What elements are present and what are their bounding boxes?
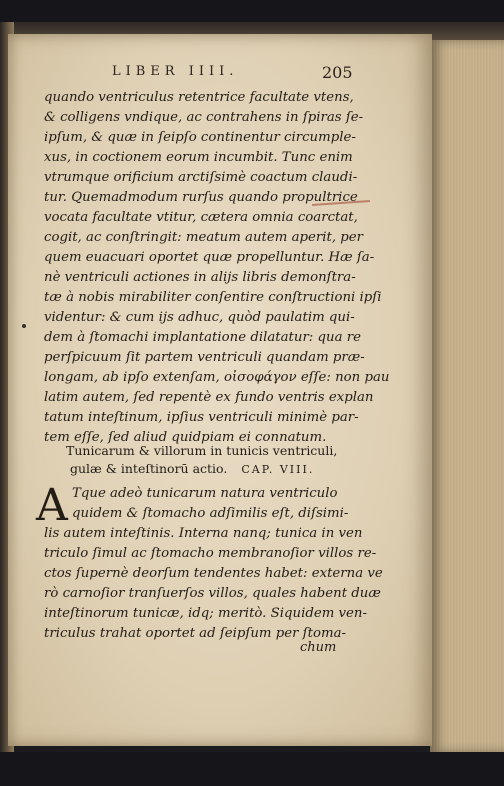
- chapter-text-block: [44, 484, 383, 644]
- text-line: ctos ſupernè deorſum tendentes habet: externa ve: [44, 566, 383, 581]
- text-line: triculo ſimul ac ſtomacho membranoſior villos re-: [44, 546, 377, 561]
- page-stack-fore-edge: [430, 40, 504, 752]
- page-number: 205: [322, 63, 353, 82]
- text-line: perſpicuum ſit partem ventriculi quandam præ-: [44, 350, 365, 365]
- dark-background-bottom: [0, 752, 504, 786]
- text-line: Tque adeò tunicarum natura ventriculo: [72, 486, 338, 501]
- chapter-heading: [66, 442, 356, 479]
- drop-cap-initial: A: [36, 480, 68, 531]
- text-line: quando ventriculus retentrice facultate vtens,: [44, 90, 354, 105]
- chapter-heading-line: Tunicarum & villorum in tunicis ventriculi,: [66, 443, 338, 458]
- dark-background-top: [0, 0, 504, 22]
- margin-dot: [22, 324, 26, 328]
- text-line: triculus trahat oportet ad ſeipſum per ſtoma-: [44, 626, 346, 641]
- text-line: latim autem, ſed repentè ex fundo ventris explan: [44, 390, 374, 405]
- text-line: vtrumque orificium arctiſsimè coactum claudi-: [44, 170, 358, 185]
- text-line: tem eſſe, ſed aliud quidpiam ei connatum.: [44, 430, 327, 445]
- text-line: longam, ab ipſo extenſam, οἰσοφάγον eſſe: non pau: [44, 370, 390, 385]
- text-line: cogit, ac conſtringit: meatum autem aperit, per: [44, 230, 364, 245]
- text-line: quem euacuari oportet quæ propelluntur. Hæ ſa-: [44, 250, 375, 265]
- text-line: lis autem inteſtinis. Interna nanq; tunica in ven: [44, 526, 363, 541]
- page-header: [0, 64, 432, 84]
- text-line: quidem & ſtomacho adſimilis eſt, diſsimi-: [72, 506, 349, 521]
- text-line: videntur: & cum ijs adhuc, quòd paulatim qui-: [44, 310, 355, 325]
- text-line: tatum inteſtinum, ipſius ventriculi minimè par-: [44, 410, 359, 425]
- text-line: xus, in coctionem eorum incumbit. Tunc enim: [44, 150, 353, 165]
- text-line: tæ à nobis mirabiliter conſentire conſtructioni ipſi: [44, 290, 382, 305]
- chapter-heading-text: gulæ & inteſtinorū actio.: [70, 461, 228, 476]
- running-head: LIBER IIII.: [112, 64, 239, 79]
- text-line: inteſtinorum tunicæ, idq; meritò. Siquidem ven-: [44, 606, 367, 621]
- text-line: nè ventriculi actiones in alijs libris demonſtra-: [44, 270, 356, 285]
- chapter-number: CAP. VIII.: [241, 463, 315, 476]
- text-line: rò carnoſior tranſuerſos villos, quales habent duæ: [44, 586, 381, 601]
- text-line: ipſum, & quæ in ſeipſo continentur circumple-: [44, 130, 356, 145]
- text-line: tur. Quemadmodum rurſus quando propultrice: [44, 190, 358, 205]
- text-line: & colligens vndique, ac contrahens in ſpiras ſe-: [44, 110, 364, 125]
- chapter-heading-line: [66, 460, 356, 479]
- catchword: chum: [300, 640, 337, 655]
- text-line: vocata facultate vtitur, cætera omnia coarctat,: [44, 210, 358, 225]
- text-line: dem à ſtomachi implantatione dilatatur: qua re: [44, 330, 361, 345]
- main-text-block: [44, 88, 390, 448]
